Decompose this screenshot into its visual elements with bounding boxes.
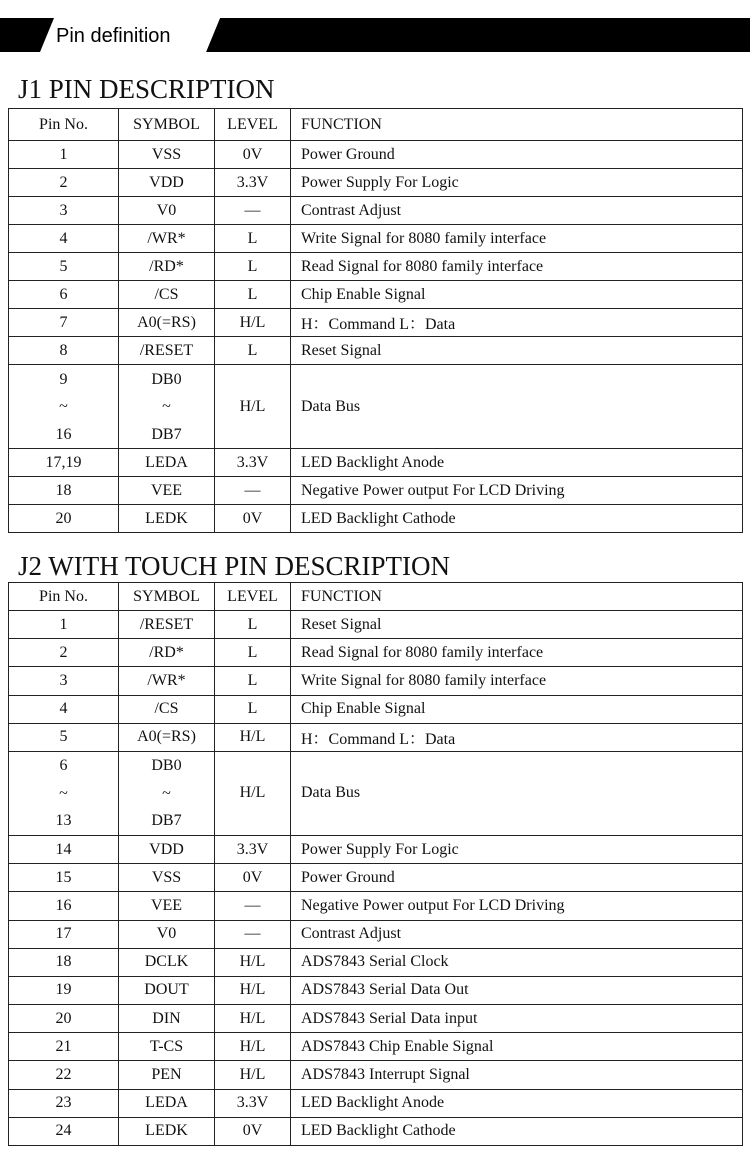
j2-pin-table — [8, 582, 743, 1146]
level-cell: — — [215, 892, 291, 920]
header-function: FUNCTION — [291, 109, 743, 141]
symbol-cell: /RD* — [119, 253, 215, 281]
function-cell: LED Backlight Cathode — [291, 1117, 743, 1145]
level-cell: L — [215, 225, 291, 253]
function-cell: Reset Signal — [291, 337, 743, 365]
pin-no-cell: 17,19 — [9, 449, 119, 477]
symbol-cell: PEN — [119, 1061, 215, 1089]
pin-no-cell: 2 — [9, 169, 119, 197]
pin-no-cell: 6 — [9, 281, 119, 309]
table-row — [9, 1117, 743, 1145]
level-cell: L — [215, 611, 291, 639]
symbol-cell: VDD — [119, 169, 215, 197]
table-row — [9, 253, 743, 281]
symbol-cell: /RD* — [119, 639, 215, 667]
table-row — [9, 864, 743, 892]
symbol-cell-part: ~ — [162, 398, 171, 415]
pin-no-cell: 23 — [9, 1089, 119, 1117]
table-row — [9, 169, 743, 197]
level-cell: H/L — [215, 751, 291, 835]
table-row — [9, 1089, 743, 1117]
pin-no-cell: 18 — [9, 948, 119, 976]
function-cell: LED Backlight Anode — [291, 449, 743, 477]
function-cell: Read Signal for 8080 family interface — [291, 639, 743, 667]
function-cell: Data Bus — [291, 365, 743, 449]
level-cell: H/L — [215, 1061, 291, 1089]
level-cell: 3.3V — [215, 835, 291, 863]
symbol-cell: VSS — [119, 141, 215, 169]
level-cell: 3.3V — [215, 169, 291, 197]
header-level: LEVEL — [215, 583, 291, 611]
function-cell: Read Signal for 8080 family interface — [291, 253, 743, 281]
symbol-cell: V0 — [119, 197, 215, 225]
symbol-cell: /CS — [119, 695, 215, 723]
table-row — [9, 976, 743, 1004]
level-cell: — — [215, 477, 291, 505]
table-row — [9, 639, 743, 667]
function-cell: Power Ground — [291, 141, 743, 169]
level-cell: H/L — [215, 948, 291, 976]
symbol-cell: DOUT — [119, 976, 215, 1004]
pin-no-cell: 24 — [9, 1117, 119, 1145]
pin-no-cell-part: ~ — [59, 784, 68, 802]
symbol-cell-part: DB0 — [151, 370, 182, 388]
pin-no-cell: 20 — [9, 1005, 119, 1033]
table-row — [9, 197, 743, 225]
symbol-cell-part: ~ — [162, 784, 171, 802]
table-row — [9, 1061, 743, 1089]
symbol-cell: VDD — [119, 835, 215, 863]
symbol-cell: A0(=RS) — [119, 309, 215, 337]
table-row — [9, 281, 743, 309]
pin-no-cell — [9, 365, 119, 449]
symbol-cell: V0 — [119, 920, 215, 948]
pin-no-cell: 7 — [9, 309, 119, 337]
level-cell: H/L — [215, 723, 291, 751]
symbol-cell: /WR* — [119, 667, 215, 695]
pin-no-cell: 22 — [9, 1061, 119, 1089]
table-row — [9, 667, 743, 695]
banner-title: Pin definition — [56, 25, 171, 47]
pin-no-cell: 4 — [9, 225, 119, 253]
pin-no-cell: 3 — [9, 667, 119, 695]
symbol-cell: /RESET — [119, 337, 215, 365]
function-cell: Reset Signal — [291, 611, 743, 639]
level-cell: 0V — [215, 1117, 291, 1145]
table-header-row — [9, 109, 743, 141]
function-cell: Power Ground — [291, 864, 743, 892]
table-row — [9, 948, 743, 976]
table-row — [9, 695, 743, 723]
function-cell: Data Bus — [291, 751, 743, 835]
pin-no-cell: 21 — [9, 1033, 119, 1061]
pin-no-cell: 5 — [9, 723, 119, 751]
level-cell: H/L — [215, 1033, 291, 1061]
pin-no-cell-part: 13 — [55, 812, 72, 830]
function-cell: ADS7843 Serial Data Out — [291, 976, 743, 1004]
table-header-row — [9, 583, 743, 611]
header-symbol: SYMBOL — [119, 583, 215, 611]
table-row — [9, 225, 743, 253]
function-cell: LED Backlight Anode — [291, 1089, 743, 1117]
level-cell: 3.3V — [215, 1089, 291, 1117]
pin-no-cell: 2 — [9, 639, 119, 667]
pin-no-cell: 4 — [9, 695, 119, 723]
table-row-data-bus — [9, 751, 743, 835]
pin-no-cell: 16 — [9, 892, 119, 920]
table-row — [9, 141, 743, 169]
header-level: LEVEL — [215, 109, 291, 141]
symbol-cell-part: DB0 — [151, 757, 182, 775]
level-cell: 0V — [215, 141, 291, 169]
level-cell: L — [215, 253, 291, 281]
header-function: FUNCTION — [291, 583, 743, 611]
table-row — [9, 337, 743, 365]
j2-title: J2 WITH TOUCH PIN DESCRIPTION — [18, 551, 451, 581]
function-cell: Contrast Adjust — [291, 197, 743, 225]
pin-no-cell — [9, 751, 119, 835]
pin-no-cell: 3 — [9, 197, 119, 225]
pin-no-cell-part: 6 — [59, 757, 68, 775]
table-row — [9, 920, 743, 948]
header-symbol: SYMBOL — [119, 109, 215, 141]
pin-no-cell: 18 — [9, 477, 119, 505]
function-cell: ADS7843 Chip Enable Signal — [291, 1033, 743, 1061]
symbol-cell-part: DB7 — [151, 425, 182, 443]
function-cell: ADS7843 Serial Data input — [291, 1005, 743, 1033]
symbol-cell — [119, 365, 215, 449]
level-cell: — — [215, 197, 291, 225]
function-cell: Chip Enable Signal — [291, 695, 743, 723]
function-cell: ADS7843 Interrupt Signal — [291, 1061, 743, 1089]
level-cell: 0V — [215, 505, 291, 533]
pin-no-cell-part: 9 — [59, 370, 68, 388]
symbol-cell: LEDK — [119, 505, 215, 533]
pin-no-cell: 1 — [9, 141, 119, 169]
pin-no-cell-part: 16 — [55, 425, 72, 443]
level-cell: H/L — [215, 1005, 291, 1033]
symbol-cell-part: DB7 — [151, 812, 182, 830]
table-row — [9, 505, 743, 533]
function-cell: H：Command L：Data — [291, 309, 743, 337]
function-cell: Power Supply For Logic — [291, 169, 743, 197]
pin-definition-banner — [0, 18, 750, 52]
function-cell: ADS7843 Serial Clock — [291, 948, 743, 976]
table-row-data-bus — [9, 365, 743, 449]
symbol-cell: LEDK — [119, 1117, 215, 1145]
symbol-cell: LEDA — [119, 449, 215, 477]
pin-no-cell: 8 — [9, 337, 119, 365]
function-cell: Write Signal for 8080 family interface — [291, 225, 743, 253]
function-cell: Contrast Adjust — [291, 920, 743, 948]
level-cell: H/L — [215, 365, 291, 449]
level-cell: — — [215, 920, 291, 948]
function-cell: Write Signal for 8080 family interface — [291, 667, 743, 695]
level-cell: L — [215, 281, 291, 309]
table-row — [9, 723, 743, 751]
function-cell: H：Command L：Data — [291, 723, 743, 751]
pin-no-cell: 19 — [9, 976, 119, 1004]
level-cell: L — [215, 667, 291, 695]
symbol-cell: VEE — [119, 477, 215, 505]
pin-no-cell: 14 — [9, 835, 119, 863]
function-cell: LED Backlight Cathode — [291, 505, 743, 533]
symbol-cell — [119, 751, 215, 835]
header-pin-no: Pin No. — [9, 109, 119, 141]
table-row — [9, 835, 743, 863]
pin-no-cell: 5 — [9, 253, 119, 281]
symbol-cell: VEE — [119, 892, 215, 920]
symbol-cell: /RESET — [119, 611, 215, 639]
pin-no-cell: 1 — [9, 611, 119, 639]
symbol-cell: A0(=RS) — [119, 723, 215, 751]
level-cell: L — [215, 695, 291, 723]
level-cell: 0V — [215, 864, 291, 892]
table-row — [9, 892, 743, 920]
level-cell: L — [215, 337, 291, 365]
level-cell: H/L — [215, 309, 291, 337]
table-row — [9, 611, 743, 639]
table-row — [9, 309, 743, 337]
pin-no-cell-part: ~ — [59, 398, 68, 415]
j1-title: J1 PIN DESCRIPTION — [18, 74, 275, 104]
symbol-cell: T-CS — [119, 1033, 215, 1061]
table-row — [9, 477, 743, 505]
level-cell: H/L — [215, 976, 291, 1004]
function-cell: Power Supply For Logic — [291, 835, 743, 863]
symbol-cell: /CS — [119, 281, 215, 309]
table-row — [9, 1005, 743, 1033]
function-cell: Negative Power output For LCD Driving — [291, 477, 743, 505]
pin-no-cell: 17 — [9, 920, 119, 948]
function-cell: Negative Power output For LCD Driving — [291, 892, 743, 920]
level-cell: 3.3V — [215, 449, 291, 477]
function-cell: Chip Enable Signal — [291, 281, 743, 309]
symbol-cell: LEDA — [119, 1089, 215, 1117]
symbol-cell: DCLK — [119, 948, 215, 976]
pin-no-cell: 20 — [9, 505, 119, 533]
symbol-cell: DIN — [119, 1005, 215, 1033]
symbol-cell: VSS — [119, 864, 215, 892]
table-row — [9, 1033, 743, 1061]
table-row — [9, 449, 743, 477]
header-pin-no: Pin No. — [9, 583, 119, 611]
j1-pin-table — [8, 108, 743, 533]
pin-no-cell: 15 — [9, 864, 119, 892]
level-cell: L — [215, 639, 291, 667]
symbol-cell: /WR* — [119, 225, 215, 253]
